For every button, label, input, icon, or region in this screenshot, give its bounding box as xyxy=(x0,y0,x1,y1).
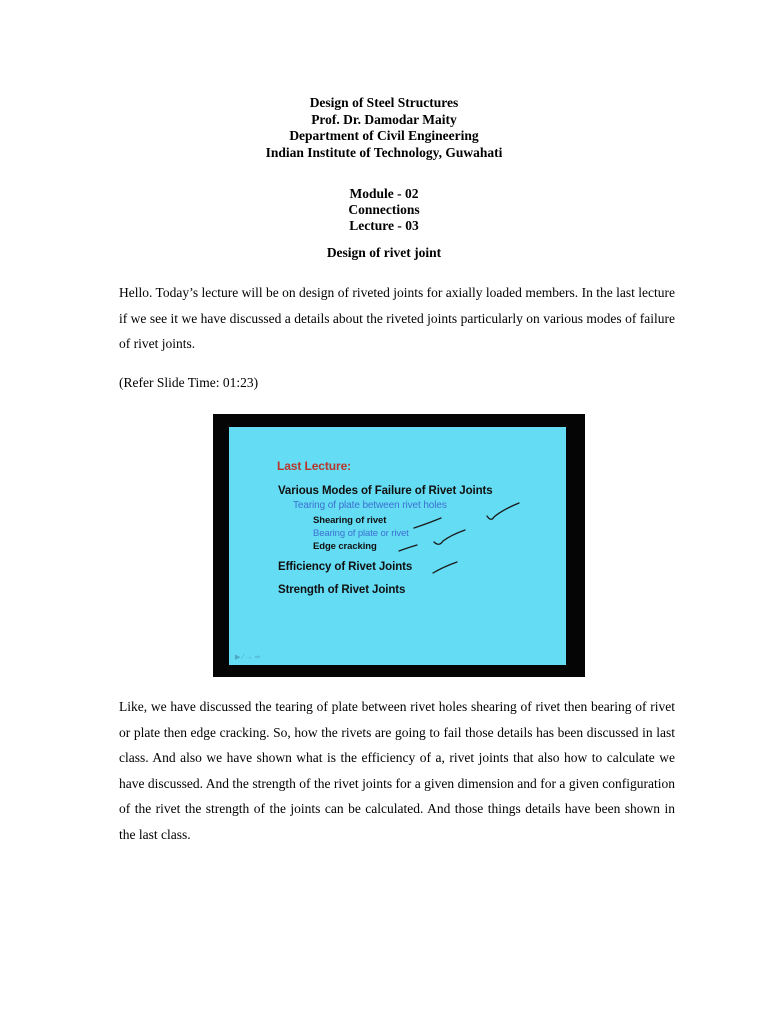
slide-title: Last Lecture: xyxy=(277,459,352,473)
document-header xyxy=(0,95,768,161)
tick-mark xyxy=(487,503,519,519)
tick-mark xyxy=(433,562,457,573)
slide-item-efficiency: Efficiency of Rivet Joints xyxy=(278,561,413,573)
module-number: Module - 02 xyxy=(349,186,419,201)
paragraph-discussion: Like, we have discussed the tearing of plate between rivet holes shearing of rivet then bearing of rivet or plate then edge cracking. So, how the rivets are going to fail those details has been discussed in last class. And also we have shown what is the efficiency of a, rivet joints that also how to calculate we have discussed. And the strength of the rivet joints for a given dimension and for a given configuration of the rivet the strength of the joints can be calculated. And those things details have been shown in the last class. xyxy=(119,699,675,842)
paragraph-intro: Hello. Today’s lecture will be on design of riveted joints for axially loaded members. In the last lecture if we see it we have discussed a details about the riveted joints particularly on various modes of failure of rivet joints. xyxy=(119,285,675,351)
module-topic: Connections xyxy=(348,202,420,217)
slide-reference: (Refer Slide Time: 01:23) xyxy=(119,375,259,390)
slide-subitem-edge: Edge cracking xyxy=(313,541,377,552)
professor-name: Prof. Dr. Damodar Maity xyxy=(311,111,457,127)
tick-mark xyxy=(434,530,465,544)
institute-name: Indian Institute of Technology, Guwahati xyxy=(265,144,503,160)
tick-mark xyxy=(399,545,417,551)
slide-image xyxy=(213,414,585,677)
slide-item-strength: Strength of Rivet Joints xyxy=(278,584,406,596)
lecture-title: Design of rivet joint xyxy=(326,245,442,260)
module-info xyxy=(0,186,768,234)
lecture-number: Lecture - 03 xyxy=(349,218,419,233)
slide-item-modes: Various Modes of Failure of Rivet Joints xyxy=(278,485,493,497)
tick-mark xyxy=(414,518,441,528)
department-name: Department of Civil Engineering xyxy=(289,128,479,143)
slide-subitem-bearing: Bearing of plate or rivet xyxy=(313,528,409,539)
slide-subitem-shearing: Shearing of rivet xyxy=(313,515,387,526)
player-controls: ▶ ⁄ → ⇒ xyxy=(235,654,261,661)
course-title: Design of Steel Structures xyxy=(309,95,459,110)
handwritten-tick-marks xyxy=(229,427,566,665)
slide-subitem-tearing: Tearing of plate between rivet holes xyxy=(293,500,447,511)
slide-screen xyxy=(229,427,566,665)
